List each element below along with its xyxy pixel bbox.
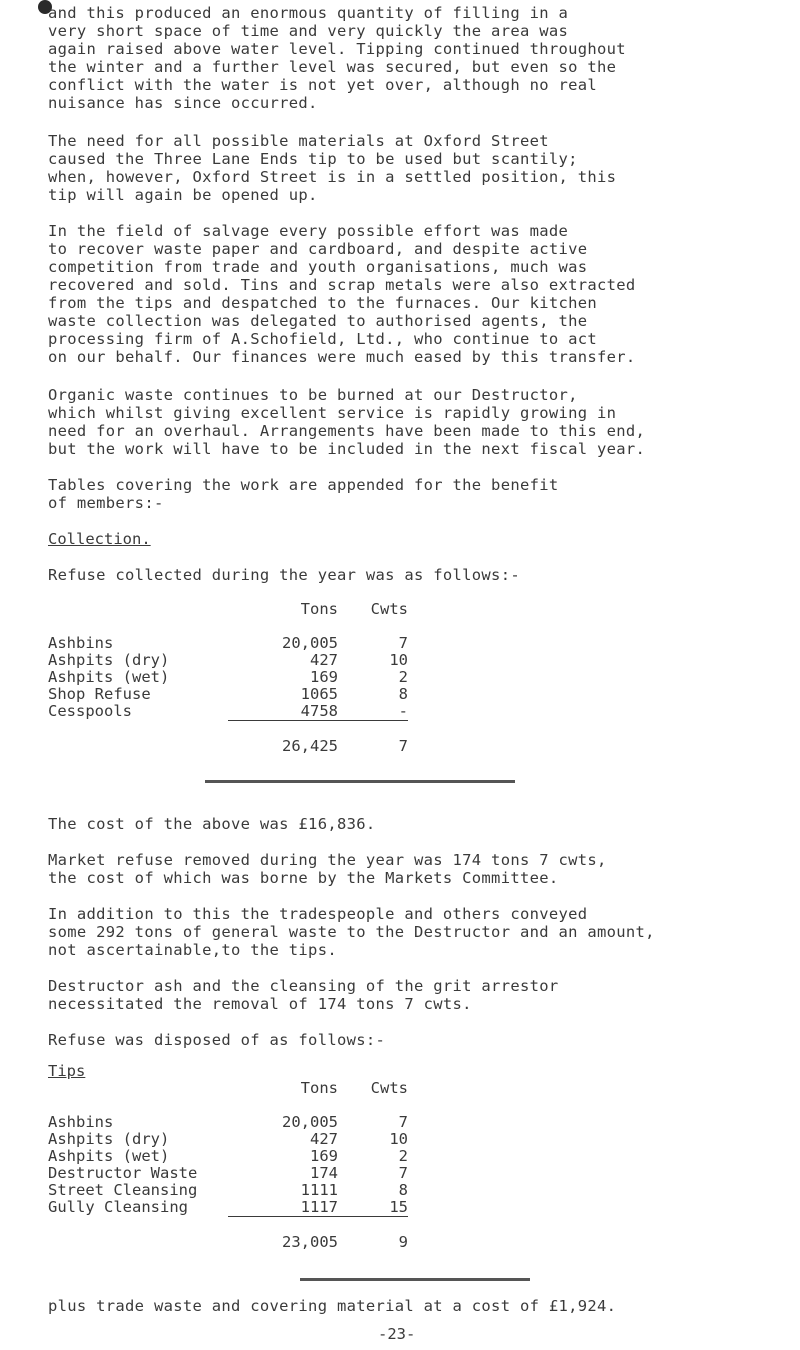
table-row (48, 1182, 408, 1199)
row-label: Gully Cleansing (48, 1198, 188, 1217)
text-line: Tables covering the work are appended for the benefit (48, 476, 559, 494)
text-line: processing firm of A.Schofield, Ltd., who continue to act (48, 330, 598, 348)
table-row (48, 1199, 408, 1217)
row-cwts: 15 (338, 1199, 408, 1217)
table-row (48, 652, 408, 669)
row-tons: 1117 (228, 1199, 338, 1217)
row-cwts: 2 (398, 1147, 408, 1165)
table-header-row (48, 1080, 408, 1097)
text-line: waste collection was delegated to authorised agents, the (48, 312, 588, 330)
row-tons: 169 (310, 1147, 338, 1165)
row-cwts: 8 (398, 1181, 408, 1199)
text-line: and this produced an enormous quantity of filling in a (48, 4, 569, 22)
double-rule (205, 780, 515, 783)
text-line: conflict with the water is not yet over, although no real (48, 76, 598, 94)
total-cwts: 7 (398, 737, 408, 755)
row-cwts: 10 (389, 651, 408, 669)
text-line: tip will again be opened up. (48, 186, 318, 204)
row-cwts: - (338, 703, 408, 721)
collection-heading: Collection. (48, 530, 151, 548)
column-header-tons: Tons (300, 1079, 338, 1097)
row-cwts: 10 (389, 1130, 408, 1148)
total-tons: 26,425 (282, 737, 338, 755)
text-line: the winter and a further level was secured, but even so the (48, 58, 617, 76)
table-row (48, 1131, 408, 1148)
row-tons: 4758 (228, 703, 338, 721)
row-tons: 20,005 (282, 634, 338, 652)
double-rule (300, 1278, 530, 1281)
table-header-row (48, 601, 408, 618)
text-line: to recover waste paper and cardboard, and despite active (48, 240, 588, 258)
text-line: on our behalf. Our finances were much eased by this transfer. (48, 348, 636, 366)
disposal-intro: Refuse was disposed of as follows:- (48, 1031, 386, 1049)
total-cwts: 9 (398, 1233, 408, 1251)
table-total-row (48, 738, 408, 755)
row-cwts: 7 (398, 634, 408, 652)
text-line: competition from trade and youth organisations, much was (48, 258, 588, 276)
text-line: again raised above water level. Tipping continued throughout (48, 40, 626, 58)
text-line: the cost of which was borne by the Markets Committee. (48, 869, 559, 887)
column-header-cwts: Cwts (370, 600, 408, 618)
text-line: which whilst giving excellent service is rapidly growing in (48, 404, 617, 422)
row-label: Street Cleansing (48, 1181, 198, 1199)
table-row (48, 686, 408, 703)
text-line: In the field of salvage every possible effort was made (48, 222, 569, 240)
row-label: Ashpits (dry) (48, 1130, 170, 1148)
row-tons: 20,005 (282, 1113, 338, 1131)
text-line: Organic waste continues to be burned at our Destructor, (48, 386, 578, 404)
row-tons: 174 (310, 1164, 338, 1182)
collection-intro: Refuse collected during the year was as follows:- (48, 566, 520, 584)
row-cwts: 7 (398, 1164, 408, 1182)
row-cwts: 8 (398, 685, 408, 703)
disposal-table (48, 1080, 408, 1251)
row-label: Destructor Waste (48, 1164, 198, 1182)
collection-table (48, 601, 408, 755)
table-row (48, 703, 408, 721)
page-number: -23- (378, 1325, 416, 1343)
row-label: Ashbins (48, 1113, 114, 1131)
text-line: very short space of time and very quickly the area was (48, 22, 569, 40)
column-header-cwts: Cwts (370, 1079, 408, 1097)
text-line: In addition to this the tradespeople and others conveyed (48, 905, 588, 923)
row-label: Ashpits (wet) (48, 1147, 170, 1165)
text-line: but the work will have to be included in the next fiscal year. (48, 440, 646, 458)
row-label: Ashpits (wet) (48, 668, 170, 686)
row-label: Ashbins (48, 634, 114, 652)
table-total-row (48, 1234, 408, 1251)
text-line: Destructor ash and the cleansing of the grit arrestor (48, 977, 559, 995)
cost-line: The cost of the above was £16,836. (48, 815, 376, 833)
text-line: of members:- (48, 494, 164, 512)
row-label: Ashpits (dry) (48, 651, 170, 669)
text-line: necessitated the removal of 174 tons 7 cwts. (48, 995, 472, 1013)
row-tons: 427 (310, 1130, 338, 1148)
text-line: The need for all possible materials at Oxford Street (48, 132, 549, 150)
column-header-tons: Tons (300, 600, 338, 618)
text-line: from the tips and despatched to the furnaces. Our kitchen (48, 294, 598, 312)
table-row (48, 669, 408, 686)
row-tons: 1111 (300, 1181, 338, 1199)
row-cwts: 2 (398, 668, 408, 686)
text-line: need for an overhaul. Arrangements have been made to this end, (48, 422, 646, 440)
text-line: not ascertainable,to the tips. (48, 941, 337, 959)
table-row (48, 1165, 408, 1182)
row-tons: 427 (310, 651, 338, 669)
text-line: recovered and sold. Tins and scrap metals were also extracted (48, 276, 636, 294)
row-label: Shop Refuse (48, 685, 151, 703)
text-line: Market refuse removed during the year was 174 tons 7 cwts, (48, 851, 607, 869)
table-row (48, 635, 408, 652)
table-row (48, 1114, 408, 1131)
row-label: Cesspools (48, 702, 132, 721)
total-tons: 23,005 (282, 1233, 338, 1251)
table-row (48, 1148, 408, 1165)
text-line: nuisance has since occurred. (48, 94, 318, 112)
text-line: some 292 tons of general waste to the Destructor and an amount, (48, 923, 655, 941)
row-tons: 169 (310, 668, 338, 686)
row-tons: 1065 (300, 685, 338, 703)
tips-heading: Tips (48, 1062, 86, 1080)
closing-line: plus trade waste and covering material at a cost of £1,924. (48, 1297, 617, 1315)
text-line: caused the Three Lane Ends tip to be used but scantily; (48, 150, 578, 168)
row-cwts: 7 (398, 1113, 408, 1131)
text-line: when, however, Oxford Street is in a settled position, this (48, 168, 617, 186)
